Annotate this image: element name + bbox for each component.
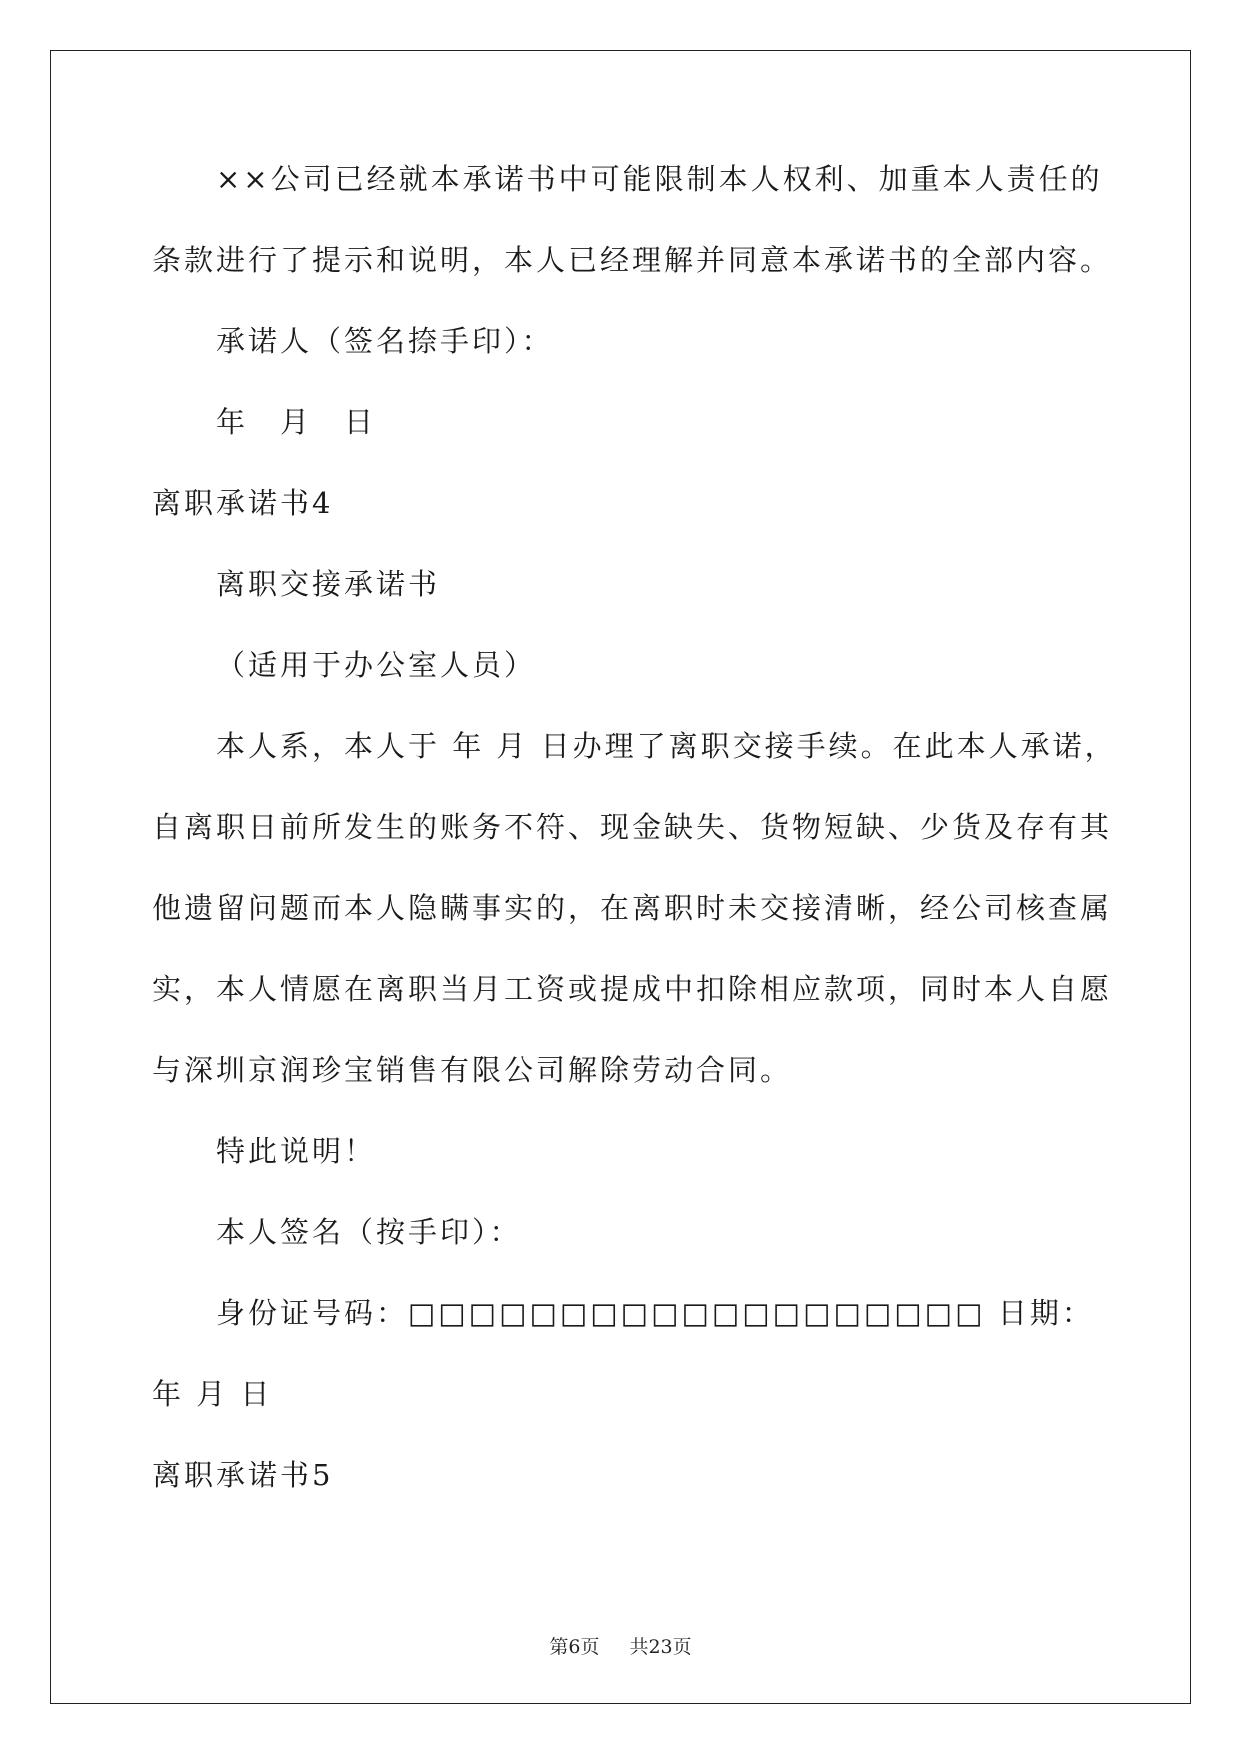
page-total: 共23页: [629, 1636, 692, 1658]
signature-line: 承诺人（签名捺手印）：: [216, 324, 554, 358]
document-title: 离职交接承诺书: [216, 567, 441, 601]
paragraph-line: 自离职日前所发生的账务不符、现金缺失、货物短缺、少货及存有其: [152, 810, 1113, 844]
document-subtitle: （适用于办公室人员）: [216, 648, 537, 682]
page-footer: [0, 1632, 1241, 1659]
paragraph-line: 实，本人情愿在离职当月工资或提成中扣除相应款项，同时本人自愿: [152, 972, 1113, 1006]
page-number: 第6页: [549, 1636, 600, 1658]
paragraph-line: 与深圳京润珍宝销售有限公司解除劳动合同。: [152, 1053, 793, 1087]
date-line: 年 月 日: [152, 1377, 273, 1411]
closing-line: 特此说明！: [216, 1134, 377, 1168]
paragraph-line: ××公司已经就本承诺书中可能限制本人权利、加重本人责任的: [216, 162, 1103, 196]
document-body: [152, 162, 1117, 1542]
date-line: 年 月 日: [216, 405, 377, 439]
paragraph-line: 他遗留问题而本人隐瞒事实的，在离职时未交接清晰，经公司核查属: [152, 891, 1113, 925]
section-heading: 离职承诺书4: [152, 486, 334, 520]
section-heading: 离职承诺书5: [152, 1458, 334, 1492]
signature-line: 本人签名（按手印）：: [216, 1215, 522, 1249]
paragraph-line: 条款进行了提示和说明，本人已经理解并同意本承诺书的全部内容。: [152, 243, 1113, 277]
id-number-line: 身份证号码：□□□□□□□□□□□□□□□□□□□ 日期：: [216, 1296, 1094, 1330]
paragraph-line: 本人系，本人于 年 月 日办理了离职交接手续。在此本人承诺，: [216, 729, 1117, 763]
